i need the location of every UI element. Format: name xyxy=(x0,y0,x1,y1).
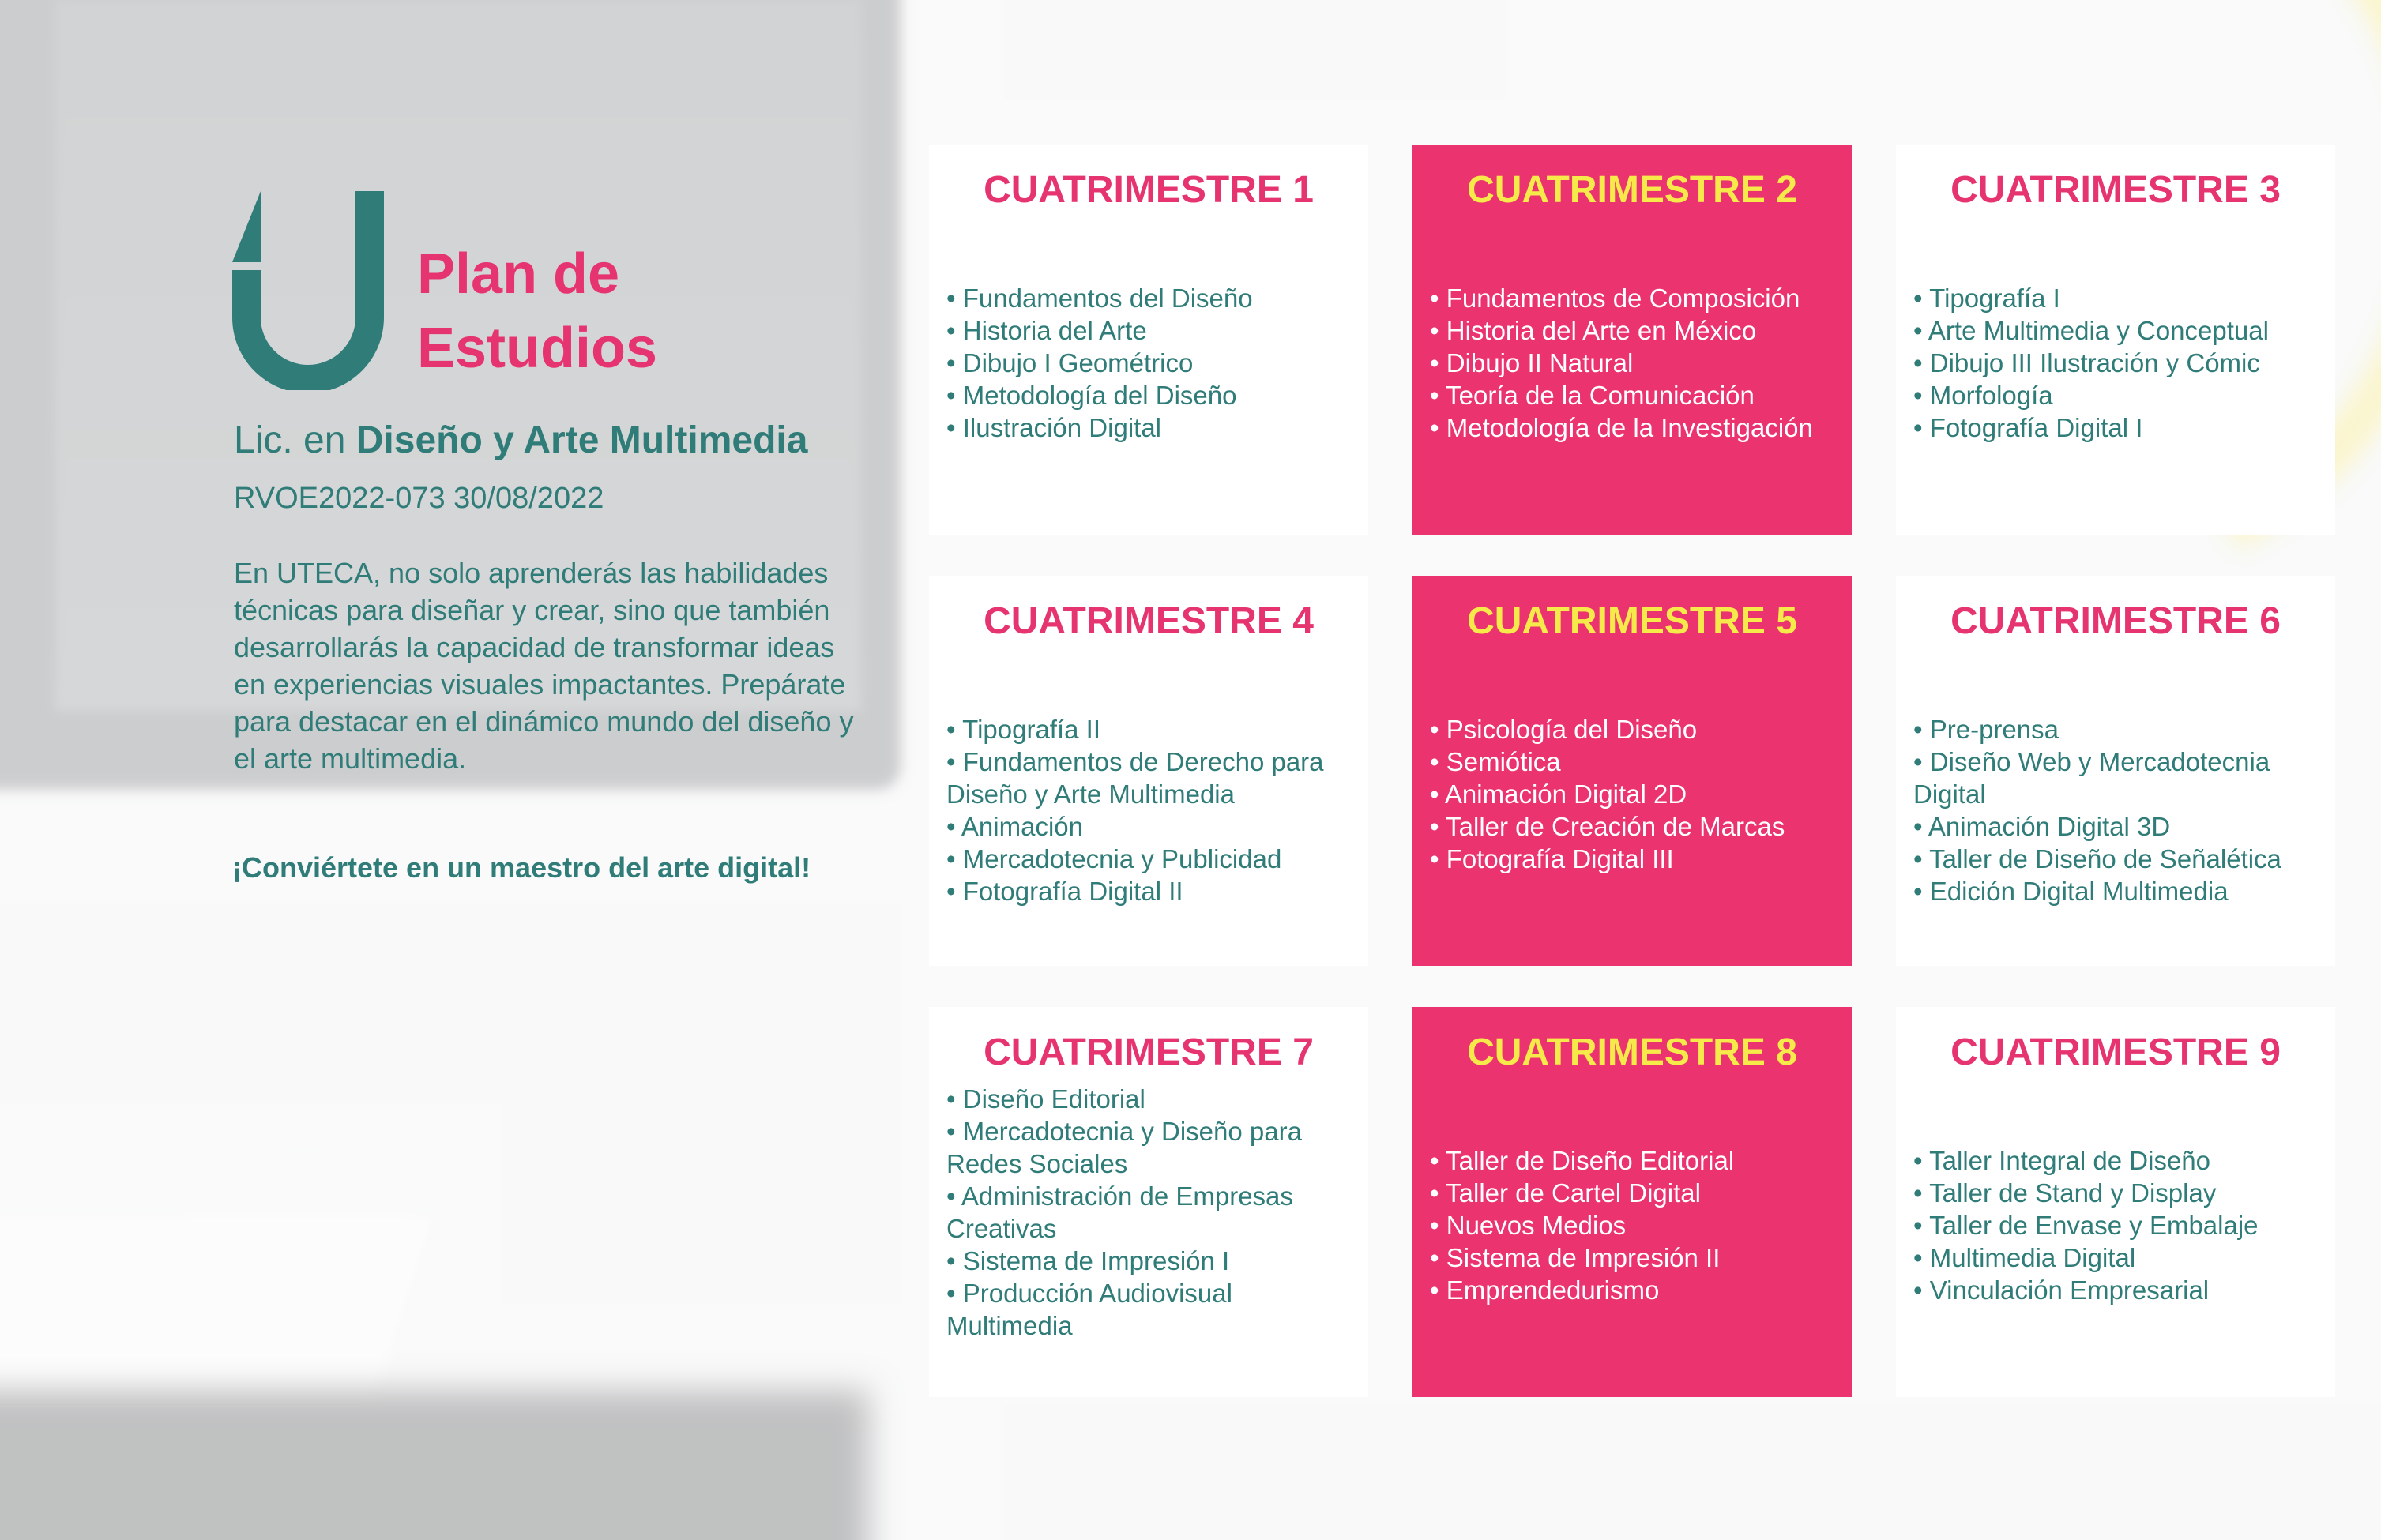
subject-item: • Historia del Arte xyxy=(946,314,1357,347)
subject-list xyxy=(1913,1144,2324,1306)
subject-item: • Fotografía Digital III xyxy=(1430,843,1841,875)
subject-item: • Taller de Cartel Digital xyxy=(1430,1177,1841,1209)
call-to-action: ¡Conviértete en un maestro del arte digital! xyxy=(232,851,811,884)
subject-item: • Metodología del Diseño xyxy=(946,379,1357,411)
cuatrimestre-title: CUATRIMESTRE 6 xyxy=(1950,600,2281,642)
cuatrimestre-title: CUATRIMESTRE 4 xyxy=(984,600,1314,642)
subject-item: • Multimedia Digital xyxy=(1913,1241,2324,1274)
subject-item: • Animación Digital 2D xyxy=(1430,778,1841,810)
university-logo-icon xyxy=(229,191,387,390)
title-line-2: Estudios xyxy=(417,317,658,380)
subject-item: • Tipografía I xyxy=(1913,282,2324,314)
subject-list xyxy=(1913,713,2324,907)
subject-item: • Taller de Diseño de Señalética xyxy=(1913,843,2324,875)
cuatrimestre-card-4 xyxy=(929,576,1368,966)
subject-item: • Diseño Web y Mercadotecnia Digital xyxy=(1913,746,2324,810)
cuatrimestre-title: CUATRIMESTRE 9 xyxy=(1950,1031,2281,1073)
cuatrimestre-card-1 xyxy=(929,145,1368,535)
subject-item: • Mercadotecnia y Publicidad xyxy=(946,843,1357,875)
subject-item: • Arte Multimedia y Conceptual xyxy=(1913,314,2324,347)
program-description: En UTECA, no solo aprenderás las habilidades técnicas para diseñar y crear, sino que también desarrollarás la capacidad de transformar ideas en experiencias visuales impactantes. Prepárate para destacar en el dinámico mundo del diseño y el arte multimedia. xyxy=(234,557,854,775)
subject-item: • Fundamentos de Composición xyxy=(1430,282,1841,314)
subject-item: • Animación xyxy=(946,810,1357,843)
subject-item: • Fotografía Digital II xyxy=(946,875,1357,907)
program-title: Diseño y Arte Multimedia xyxy=(355,419,808,461)
cuatrimestre-card-8 xyxy=(1412,1007,1852,1397)
subject-item: • Taller Integral de Diseño xyxy=(1913,1144,2324,1177)
subject-item: • Taller de Creación de Marcas xyxy=(1430,810,1841,843)
cuatrimestre-card-3 xyxy=(1896,145,2335,535)
subject-item: • Psicología del Diseño xyxy=(1430,713,1841,746)
cuatrimestre-card-7 xyxy=(929,1007,1368,1397)
cuatrimestre-card-9 xyxy=(1896,1007,2335,1397)
subject-item: • Vinculación Empresarial xyxy=(1913,1274,2324,1306)
cuatrimestre-card-5 xyxy=(1412,576,1852,966)
cuatrimestre-title: CUATRIMESTRE 5 xyxy=(1467,600,1797,642)
title-line-1: Plan de xyxy=(417,242,620,306)
subject-item: • Semiótica xyxy=(1430,746,1841,778)
subject-list xyxy=(946,282,1357,444)
subject-item: • Metodología de la Investigación xyxy=(1430,411,1841,444)
subject-item: • Dibujo I Geométrico xyxy=(946,347,1357,379)
subject-item: • Nuevos Medios xyxy=(1430,1209,1841,1241)
cuatrimestre-title: CUATRIMESTRE 1 xyxy=(984,169,1314,211)
subject-list xyxy=(1430,713,1841,875)
subject-item: • Producción Audiovisual Multimedia xyxy=(946,1277,1357,1342)
cuatrimestre-title: CUATRIMESTRE 8 xyxy=(1467,1031,1797,1073)
cuatrimestre-title: CUATRIMESTRE 2 xyxy=(1467,169,1797,211)
subject-list xyxy=(946,1083,1357,1342)
cuatrimestre-title: CUATRIMESTRE 7 xyxy=(984,1031,1314,1073)
subject-item: • Tipografía II xyxy=(946,713,1357,746)
program-name xyxy=(234,419,807,462)
subject-item: • Taller de Diseño Editorial xyxy=(1430,1144,1841,1177)
cuatrimestre-card-6 xyxy=(1896,576,2335,966)
subject-list xyxy=(946,713,1357,907)
subject-item: • Teoría de la Comunicación xyxy=(1430,379,1841,411)
subject-item: • Taller de Envase y Embalaje xyxy=(1913,1209,2324,1241)
subject-item: • Emprendedurismo xyxy=(1430,1274,1841,1306)
subject-item: • Animación Digital 3D xyxy=(1913,810,2324,843)
subject-list xyxy=(1430,1144,1841,1306)
subject-item: • Fundamentos de Derecho para Diseño y Arte Multimedia xyxy=(946,746,1357,810)
subject-item: • Diseño Editorial xyxy=(946,1083,1357,1115)
rvoe-code: RVOE2022-073 30/08/2022 xyxy=(234,482,604,515)
subject-item: • Edición Digital Multimedia xyxy=(1913,875,2324,907)
cuatrimestre-card-2 xyxy=(1412,145,1852,535)
subject-item: • Mercadotecnia y Diseño para Redes Sociales xyxy=(946,1115,1357,1180)
subject-list xyxy=(1430,282,1841,444)
subject-item: • Sistema de Impresión II xyxy=(1430,1241,1841,1274)
subject-item: • Morfología xyxy=(1913,379,2324,411)
subject-item: • Dibujo II Natural xyxy=(1430,347,1841,379)
subject-item: • Pre-prensa xyxy=(1913,713,2324,746)
subject-list xyxy=(1913,282,2324,444)
program-prefix: Lic. en xyxy=(234,419,356,461)
subject-item: • Fotografía Digital I xyxy=(1913,411,2324,444)
subject-item: • Historia del Arte en México xyxy=(1430,314,1841,347)
subject-item: • Ilustración Digital xyxy=(946,411,1357,444)
subject-item: • Dibujo III Ilustración y Cómic xyxy=(1913,347,2324,379)
subject-item: • Taller de Stand y Display xyxy=(1913,1177,2324,1209)
subject-item: • Administración de Empresas Creativas xyxy=(946,1180,1357,1245)
subject-item: • Fundamentos del Diseño xyxy=(946,282,1357,314)
page-title xyxy=(417,237,657,385)
cuatrimestre-title: CUATRIMESTRE 3 xyxy=(1950,169,2281,211)
subject-item: • Sistema de Impresión I xyxy=(946,1245,1357,1277)
